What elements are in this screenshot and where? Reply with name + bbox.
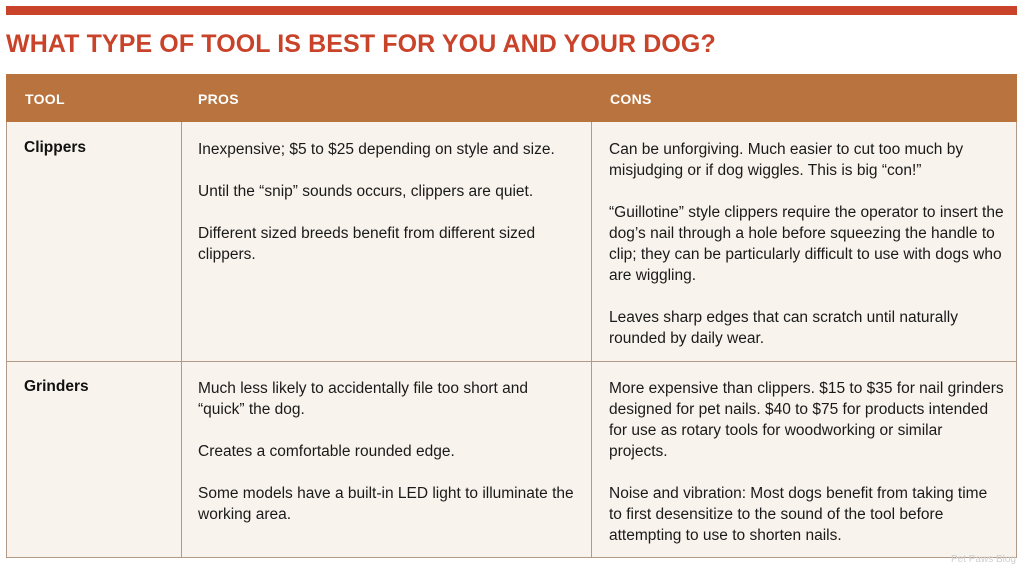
pros-item: Much less likely to accidentally file too short and “quick” the dog. (198, 380, 528, 418)
cons-item: Can be unforgiving. Much easier to cut too much by misjudging or if dog wiggles. This is big “con!” (609, 141, 964, 179)
cons-item: “Guillotine” style clippers require the operator to insert the dog’s nail through a hole before squeezing the handle to clip; they can be particularly difficult to use with dogs who are wiggling. (609, 204, 1004, 284)
column-divider (591, 122, 592, 558)
tool-name: Clippers (24, 139, 87, 156)
cons-cell (609, 378, 1004, 546)
tool-name: Grinders (24, 378, 89, 395)
pros-cell (198, 378, 578, 525)
cons-item: Noise and vibration: Most dogs benefit from taking time to first desensitize to the sound of the tool before attempting to use to shorten nails. (609, 485, 988, 544)
column-divider (181, 122, 182, 558)
pros-item: Creates a comfortable rounded edge. (198, 443, 455, 460)
table-header-row (6, 74, 1017, 122)
pros-item: Different sized breeds benefit from different sized clippers. (198, 225, 536, 263)
top-accent-bar (6, 6, 1017, 15)
page-title: WHAT TYPE OF TOOL IS BEST FOR YOU AND YOUR DOG? (6, 30, 716, 58)
watermark: Pet Paws Blog (950, 554, 1016, 565)
cons-item: More expensive than clippers. $15 to $35 for nail grinders designed for pet nails. $40 to $75 for products intended for use as rotary tools for woodworking or similar projects. (609, 380, 1004, 460)
header-tool: TOOL (25, 91, 65, 107)
header-pros: PROS (198, 91, 239, 107)
pros-item: Until the “snip” sounds occurs, clippers are quiet. (198, 183, 534, 200)
cons-cell (609, 139, 1004, 349)
header-cons: CONS (610, 91, 652, 107)
pros-cell (198, 139, 578, 265)
row-divider (7, 361, 1016, 362)
cons-item: Leaves sharp edges that can scratch until naturally rounded by daily wear. (609, 309, 958, 347)
comparison-table (6, 74, 1017, 558)
pros-item: Some models have a built-in LED light to illuminate the working area. (198, 485, 574, 523)
pros-item: Inexpensive; $5 to $25 depending on style and size. (198, 141, 555, 158)
